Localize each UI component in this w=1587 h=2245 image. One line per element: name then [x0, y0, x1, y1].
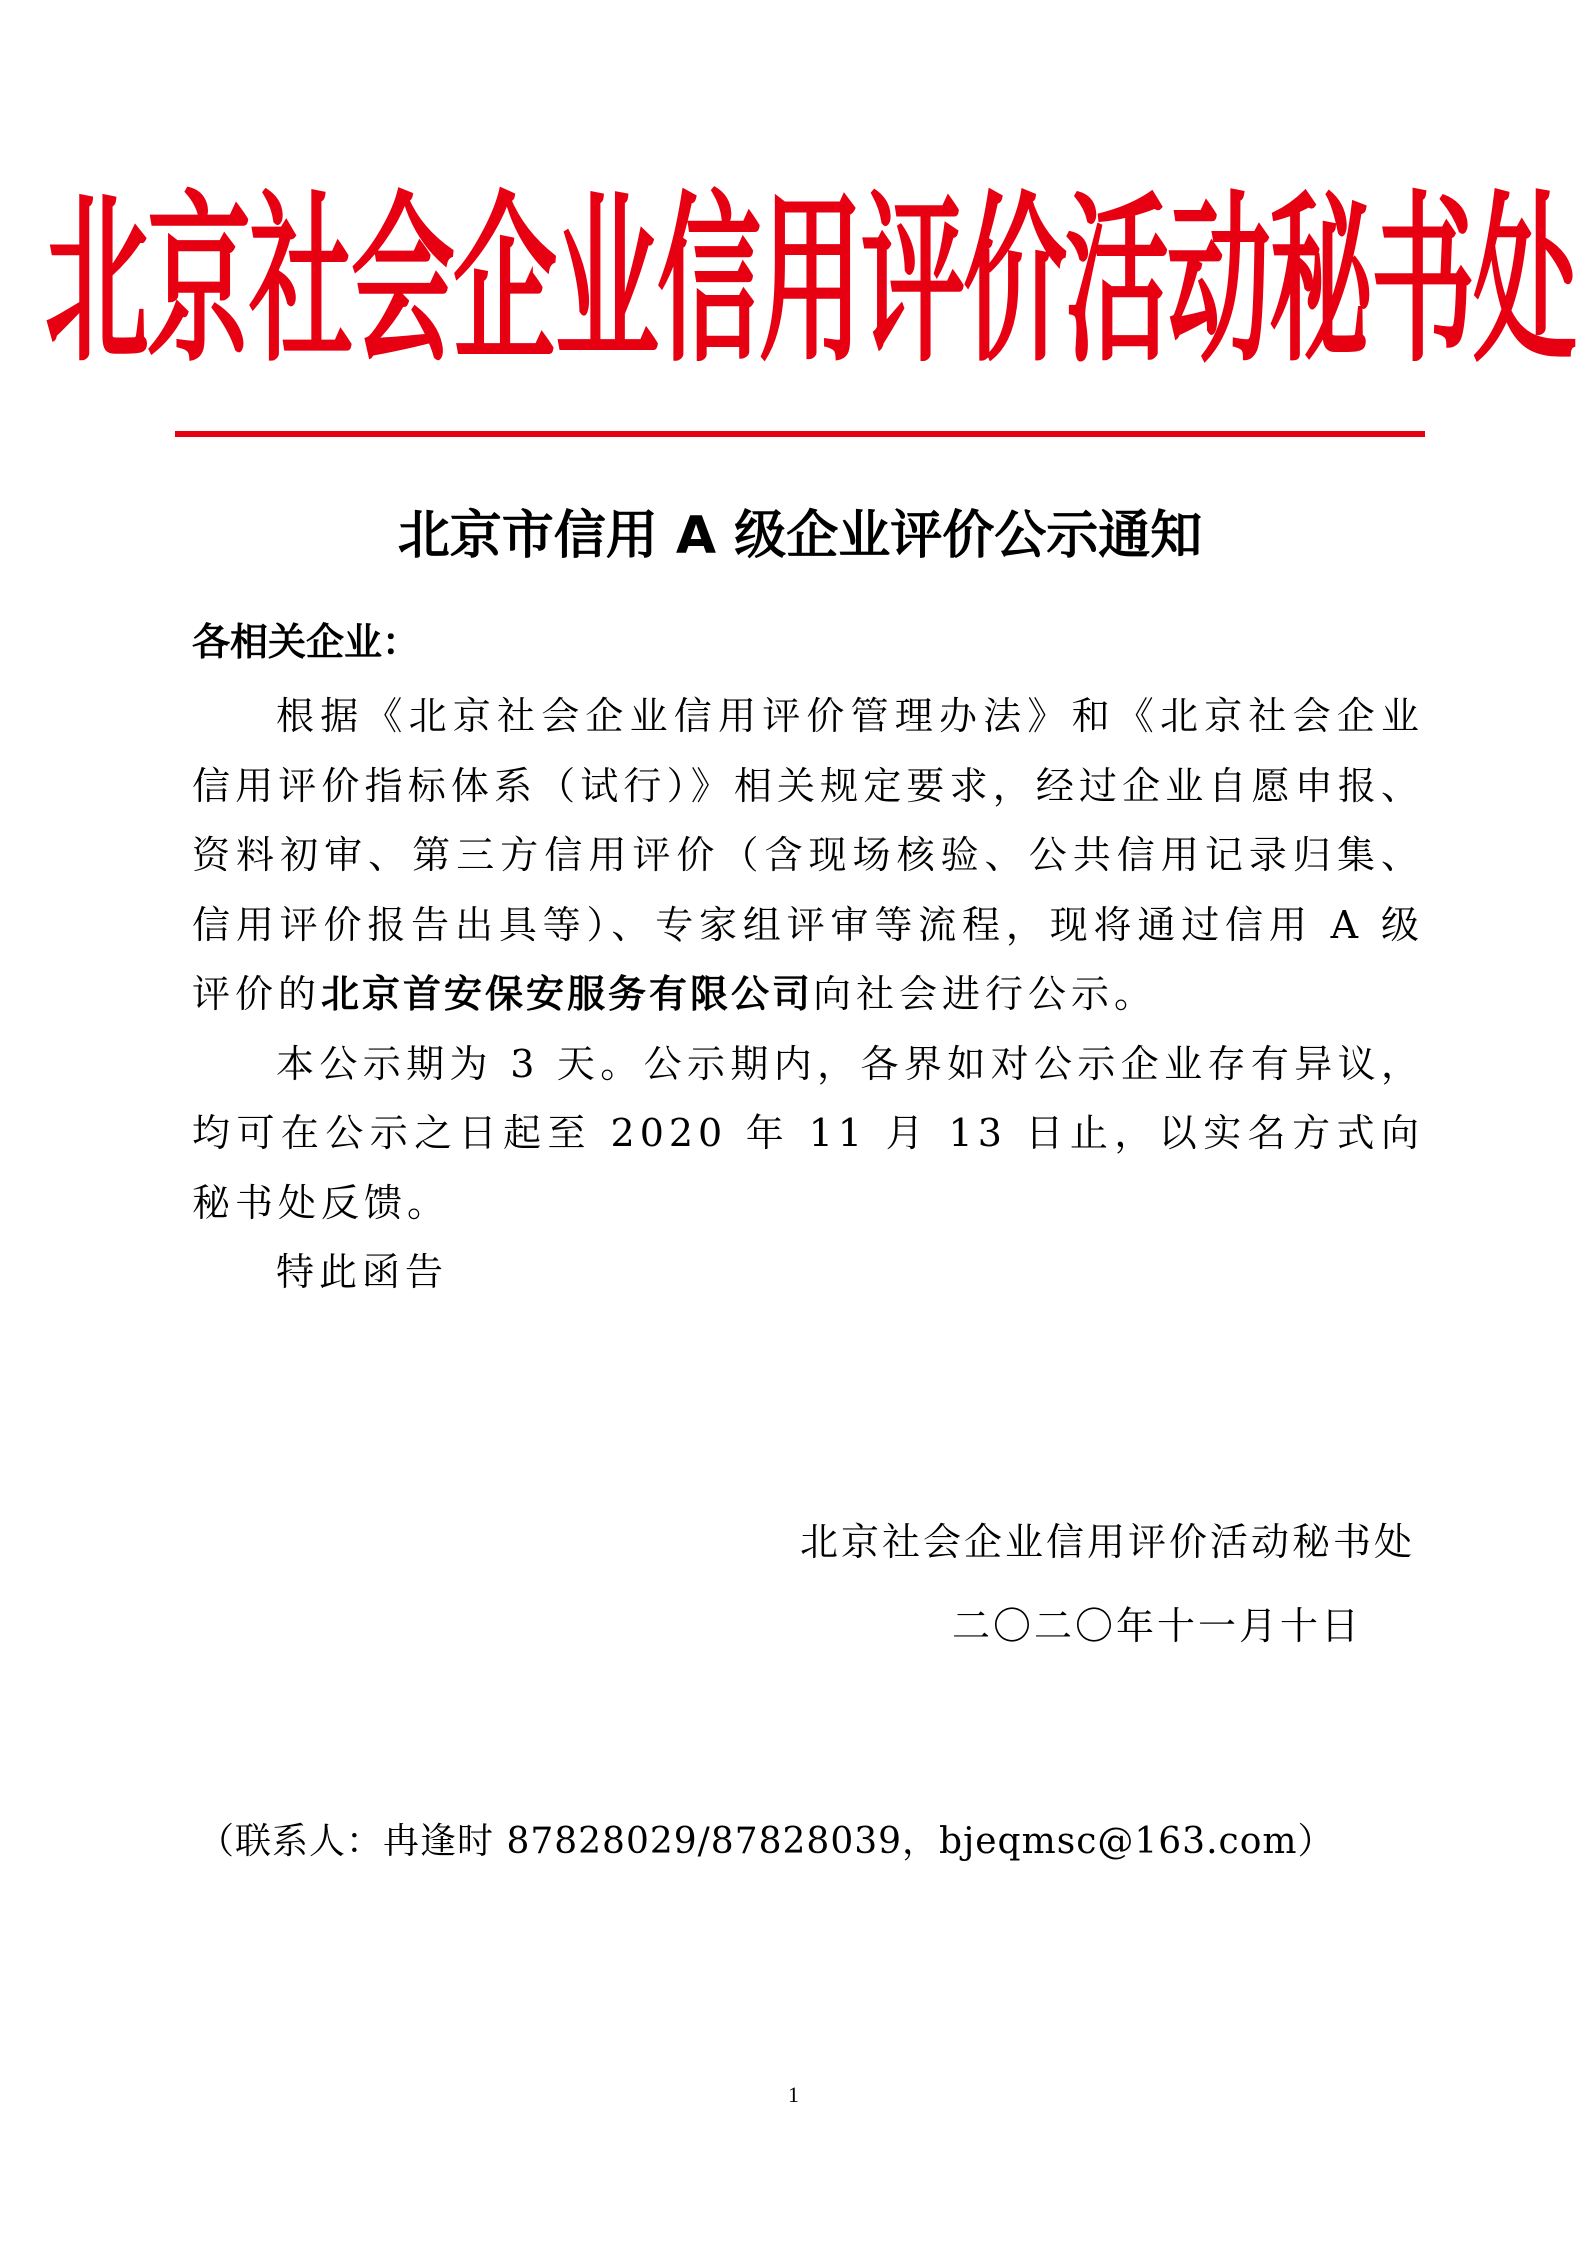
contact-information: （联系人：冉逢时 87828029/87828039，bjeqmsc@163.com） [198, 1821, 1335, 1862]
letterhead-organization: 北京社会企业信用评价活动秘书处 [45, 174, 1576, 388]
notice-title: 北京市信用 A 级企业评价公示通知 [397, 506, 1203, 566]
signature-organization: 北京社会企业信用评价活动秘书处 [800, 1520, 1416, 1564]
letterhead-red-divider [175, 431, 1425, 437]
notice-body [192, 682, 1424, 1308]
company-name: 北京首安保安服务有限公司 [321, 972, 814, 1016]
paragraph-1-intro: 根据《北京社会企业信用评价管理办法》和《北京社会企业信用评价指标体系（试行）》相关规定要求，经过企业自愿申报、资料初审、第三方信用评价（含现场核验、公共信用记录归集、信用评价报告出具等）、专家组评审等流程，现将通过信用 A 级评价的 [192, 694, 1424, 1016]
signature-date: 二〇二〇年十一月十日 [952, 1604, 1363, 1648]
salutation: 各相关企业： [192, 620, 421, 664]
paragraph-1-ending: 向社会进行公示。 [813, 972, 1158, 1016]
notice-paragraph-2: 本公示期为 3 天。公示期内，各界如对公示企业存有异议，均可在公示之日起至 2020 年 11 月 13 日止，以实名方式向秘书处反馈。 [192, 1041, 1424, 1225]
closing-phrase: 特此函告 [276, 1250, 449, 1294]
page-number: 1 [788, 2082, 799, 2107]
notice-paragraph-1 [192, 682, 1424, 1030]
